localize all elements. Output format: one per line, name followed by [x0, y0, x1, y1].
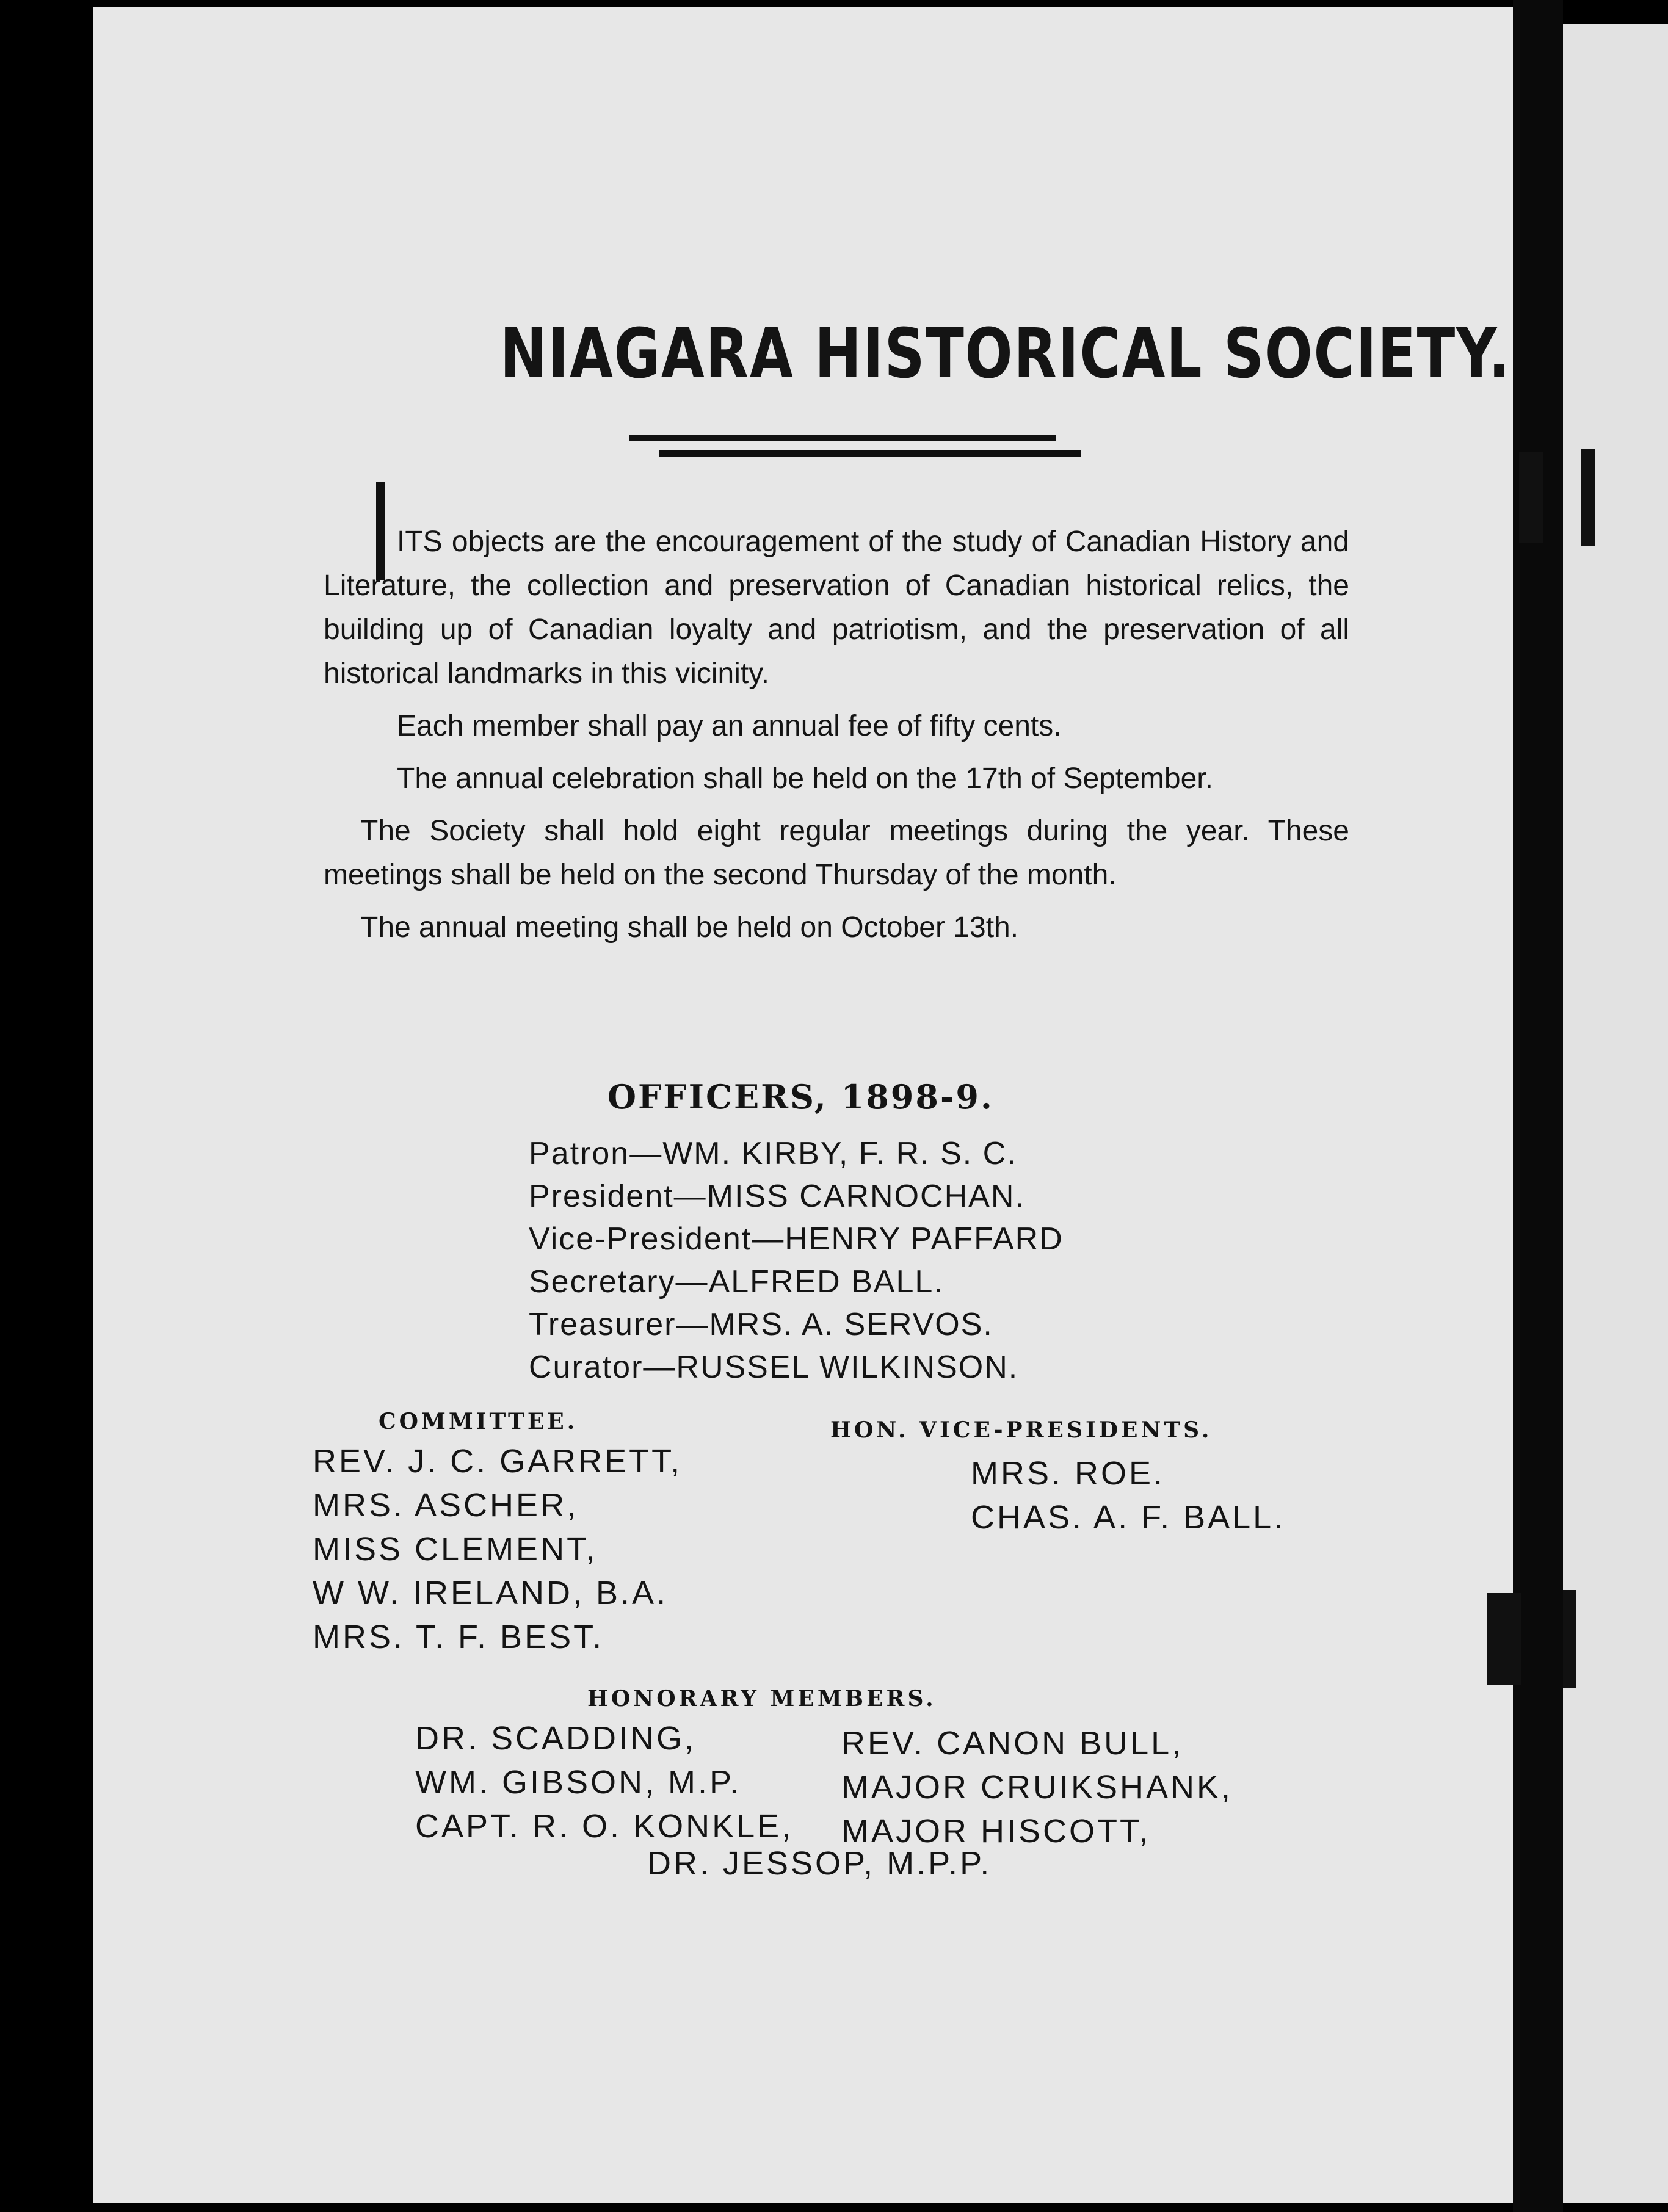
- honorary-member: REV. CANON BULL,: [841, 1725, 1184, 1762]
- honorary-member-last: DR. JESSOP, M.P.P.: [647, 1845, 992, 1882]
- honorary-members-heading: HONORARY MEMBERS.: [587, 1686, 937, 1711]
- paragraph: Each member shall pay an annual fee of fifty cents.: [397, 710, 1062, 742]
- officer-entry: Treasurer—MRS. A. SERVOS.: [529, 1307, 993, 1342]
- honorary-member: DR. SCADDING,: [415, 1720, 697, 1757]
- binding-mark: [1487, 1593, 1521, 1685]
- hon-vice-president: MRS. ROE.: [971, 1455, 1166, 1492]
- binding-mark: [1563, 1590, 1576, 1688]
- paragraph: The annual celebration shall be held on the 17th of September.: [397, 762, 1213, 795]
- honorary-member: MAJOR HISCOTT,: [841, 1813, 1151, 1849]
- officer-entry: Secretary—ALFRED BALL.: [529, 1264, 944, 1299]
- officer-entry: Curator—RUSSEL WILKINSON.: [529, 1350, 1019, 1385]
- committee-member: MRS. T. F. BEST.: [313, 1619, 604, 1655]
- committee-member: REV. J. C. GARRETT,: [313, 1443, 683, 1480]
- honorary-member: MAJOR CRUIKSHANK,: [841, 1769, 1233, 1805]
- binding-mark: [1519, 452, 1543, 543]
- hon-vice-presidents-list: [971, 1451, 1285, 1539]
- officers-heading: OFFICERS, 1898-9.: [607, 1077, 994, 1116]
- officer-entry: President—MISS CARNOCHAN.: [529, 1179, 1025, 1214]
- title-rule: [629, 435, 1056, 441]
- honorary-members-right: [841, 1721, 1233, 1853]
- honorary-member: CAPT. R. O. KONKLE,: [415, 1808, 794, 1845]
- honorary-member: WM. GIBSON, M.P.: [415, 1764, 742, 1801]
- committee-member: W W. IRELAND, B.A.: [313, 1575, 669, 1611]
- title-rule: [659, 450, 1081, 457]
- committee-member: MISS CLEMENT,: [313, 1531, 598, 1567]
- hon-vice-president: CHAS. A. F. BALL.: [971, 1499, 1286, 1536]
- page-gutter: [1513, 0, 1563, 2212]
- committee-list: [313, 1439, 682, 1659]
- committee-member: MRS. ASCHER,: [313, 1487, 579, 1523]
- officer-entry: Patron—WM. KIRBY, F. R. S. C.: [529, 1136, 1017, 1171]
- hon-vice-presidents-heading: HON. VICE-PRESIDENTS.: [830, 1417, 1213, 1443]
- page-title: NIAGARA HISTORICAL SOCIETY.: [499, 314, 1511, 394]
- officers-list: [529, 1132, 1064, 1389]
- paragraph: ITS objects are the encouragement of the study of Canadian History and Literature, the collection and preservation of Canadian historical relics, the building up of Canadian loyalty and patriotism, and the preservation of all historical landmarks in this vicinity.: [324, 526, 1349, 690]
- binding-mark: [1581, 449, 1595, 546]
- adjacent-page-edge: [1563, 24, 1668, 2203]
- paragraph: The annual meeting shall be held on October 13th.: [360, 911, 1019, 944]
- honorary-members-left: [415, 1716, 793, 1848]
- paragraph: The Society shall hold eight regular meetings during the year. These meetings shall be held on the second Thursday of the month.: [324, 815, 1349, 891]
- officer-entry: Vice-President—HENRY PAFFARD: [529, 1221, 1064, 1257]
- committee-heading: COMMITTEE.: [379, 1409, 578, 1434]
- objects-text: [324, 520, 1349, 950]
